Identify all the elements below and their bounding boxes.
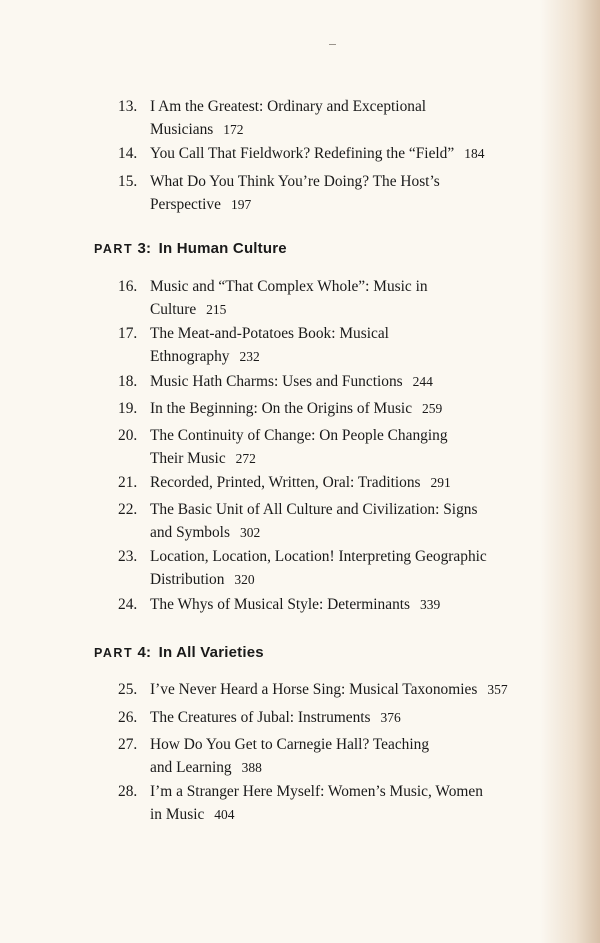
entry-title-line: The Basic Unit of All Culture and Civilization: Signs: [150, 501, 478, 518]
entry-page: 302: [239, 525, 261, 540]
entry-page: 244: [412, 374, 433, 389]
entry-number: 23.: [118, 548, 138, 565]
entry-page: 259: [422, 401, 443, 416]
entry-page: 376: [380, 710, 401, 725]
toc-entry-23: [118, 545, 538, 591]
entry-number: 14.: [118, 145, 138, 162]
entry-title-line: The Whys of Musical Style: Determinants: [150, 596, 411, 613]
entry-title-line: and Symbols: [150, 524, 230, 541]
entry-title-line: The Meat-and-Potatoes Book: Musical: [150, 325, 389, 342]
toc-entry-14: [118, 142, 538, 165]
toc-entry-18: [118, 370, 538, 393]
entry-page: 388: [241, 760, 262, 775]
entry-number: 27.: [118, 736, 138, 753]
entry-page: 232: [239, 349, 260, 364]
entry-title-line: Distribution: [150, 571, 225, 588]
entry-title-line: You Call That Fieldwork? Redefining the “Field”: [150, 145, 455, 162]
entry-number: 15.: [118, 173, 138, 190]
entry-page: 184: [464, 146, 485, 161]
toc-entry-26: [118, 706, 538, 729]
entry-number: 17.: [118, 325, 138, 342]
entry-title-line: Recorded, Printed, Written, Oral: Traditions: [150, 474, 421, 491]
toc-entry-19: [118, 397, 538, 420]
toc-entry-28: [118, 780, 538, 826]
entry-page: 339: [420, 597, 441, 612]
entry-title-line: I’m a Stranger Here Myself: Women’s Music, Women: [150, 783, 483, 800]
entry-title-line: Musicians: [150, 121, 214, 138]
entry-title-line: In the Beginning: On the Origins of Music: [150, 400, 413, 417]
toc-entry-27: [118, 733, 538, 779]
entry-number: 18.: [118, 373, 138, 390]
entry-title-line: Location, Location, Location! Interpreting Geographic: [150, 548, 487, 565]
entry-title-line: The Continuity of Change: On People Changing: [150, 427, 448, 444]
part-name: In Human Culture: [158, 240, 287, 257]
part-4-heading: [94, 644, 264, 661]
entry-number: 20.: [118, 427, 138, 444]
toc-entry-21: [118, 471, 538, 494]
toc-entry-13: [118, 95, 538, 141]
entry-page: 404: [214, 807, 235, 822]
entry-title-line: I’ve Never Heard a Horse Sing: Musical Taxonomies: [150, 681, 478, 698]
toc-entry-25: [118, 678, 538, 701]
entry-title-line: and Learning: [150, 759, 232, 776]
toc-entry-17: [118, 322, 538, 368]
entry-page: 197: [230, 197, 252, 212]
entry-number: 28.: [118, 783, 138, 800]
part-number: 3:: [137, 240, 152, 257]
part-label: PART: [94, 646, 134, 660]
toc-entry-16: [118, 275, 538, 321]
entry-title-line: Culture: [150, 301, 197, 318]
entry-page: 172: [223, 122, 244, 137]
entry-number: 22.: [118, 501, 138, 518]
entry-title-line: in Music: [150, 806, 205, 823]
entry-number: 21.: [118, 474, 138, 491]
entry-number: 16.: [118, 278, 138, 295]
page-edge-shadow: [540, 0, 600, 943]
entry-number: 13.: [118, 98, 138, 115]
entry-title-line: Perspective: [150, 196, 221, 213]
entry-title-line: What Do You Think You’re Doing? The Host’s: [150, 173, 440, 190]
entry-title-line: Their Music: [150, 450, 226, 467]
part-name: In All Varieties: [158, 644, 264, 661]
entry-title-line: How Do You Get to Carnegie Hall? Teaching: [150, 736, 430, 753]
entry-page: 215: [206, 302, 227, 317]
part-number: 4:: [137, 644, 152, 661]
entry-number: 26.: [118, 709, 138, 726]
part-label: PART: [94, 242, 134, 256]
entry-page: 357: [487, 682, 508, 697]
toc-entry-20: [118, 424, 538, 470]
entry-title-line: Music Hath Charms: Uses and Functions: [150, 373, 403, 390]
entry-title-line: Ethnography: [150, 348, 230, 365]
toc-entry-24: [118, 593, 538, 616]
entry-page: 272: [235, 451, 256, 466]
entry-number: 24.: [118, 596, 138, 613]
entry-number: 25.: [118, 681, 138, 698]
entry-title-line: I Am the Greatest: Ordinary and Exceptional: [150, 98, 427, 115]
entry-title-line: Music and “That Complex Whole”: Music in: [150, 278, 428, 295]
entry-page: 291: [430, 475, 451, 490]
page-mark: [329, 44, 336, 45]
entry-title-line: The Creatures of Jubal: Instruments: [150, 709, 371, 726]
toc-entry-22: [118, 498, 538, 544]
entry-number: 19.: [118, 400, 138, 417]
part-3-heading: [94, 240, 287, 257]
toc-entry-15: [118, 170, 538, 216]
entry-page: 320: [234, 572, 255, 587]
